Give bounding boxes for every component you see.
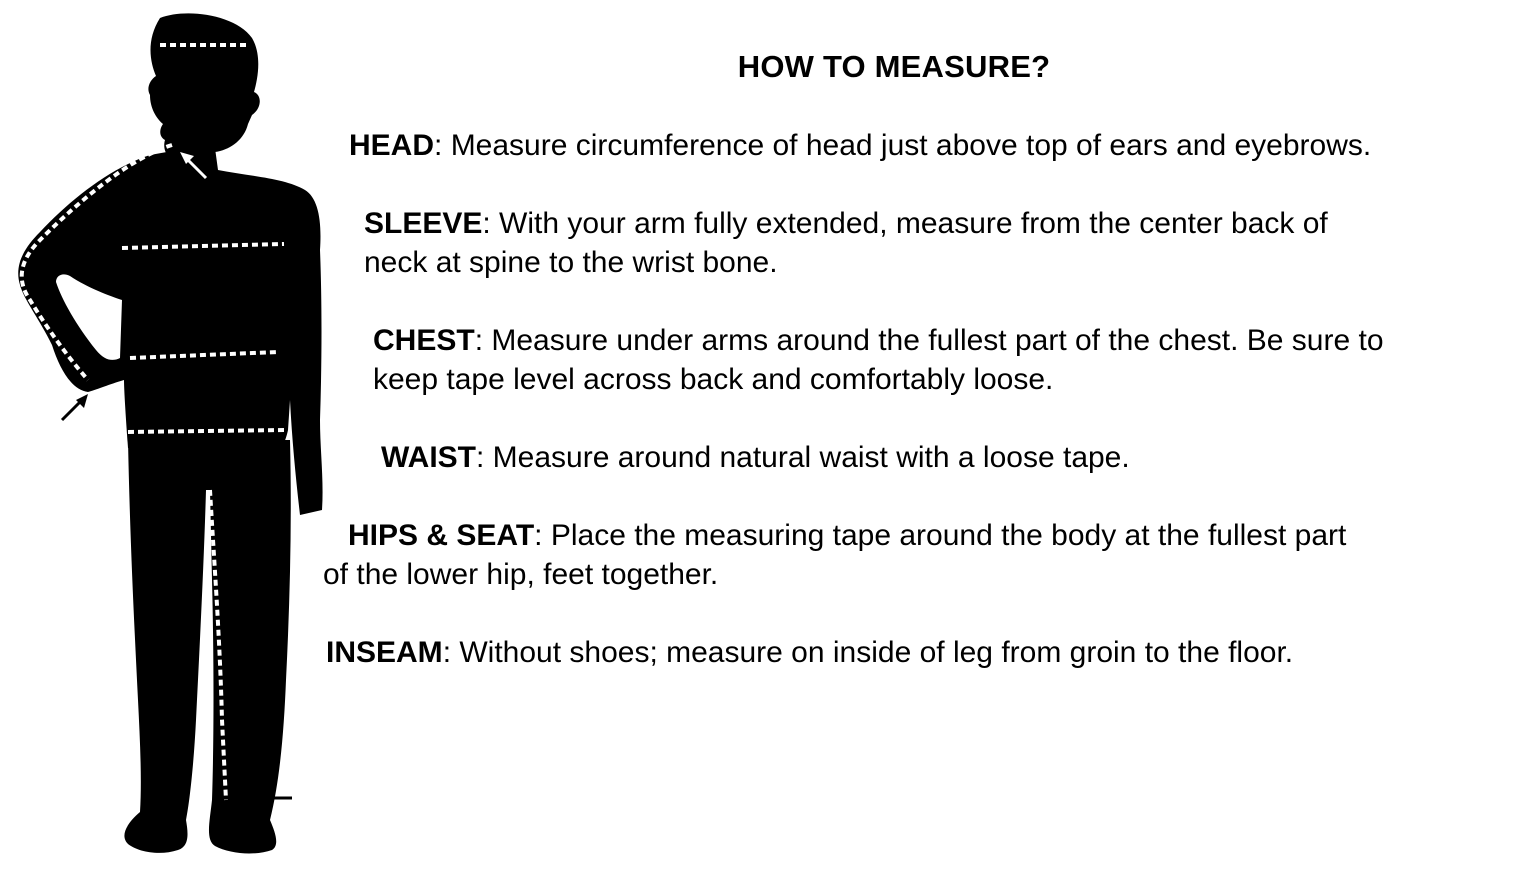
entry-label: HIPS & SEAT (348, 519, 535, 552)
entry-text: Measure around natural waist with a loose tape. (492, 441, 1130, 474)
entry-waist: WAIST: Measure around natural waist with a loose tape. (381, 441, 1130, 474)
entry-chest: CHEST: Measure under arms around the fullest part of the chest. Be sure to keep tape level across back and comfortably loose. (373, 324, 1384, 396)
body-silhouette-icon (0, 0, 340, 874)
entry-text: of the lower hip, feet together. (323, 558, 719, 591)
entry-head: HEAD: Measure circumference of head just above top of ears and eyebrows. (349, 129, 1372, 162)
entry-hips: HIPS & SEAT: Place the measuring tape around the body at the fullest part of the lower hip, feet together. (323, 519, 1347, 591)
entry-inseam: INSEAM: Without shoes; measure on inside of leg from groin to the floor. (326, 636, 1294, 669)
head-shape (148, 13, 259, 172)
entry-text: neck at spine to the wrist bone. (364, 246, 778, 279)
entry-label: CHEST (373, 324, 475, 357)
entry-text: Place the measuring tape around the body at the fullest part (550, 519, 1347, 552)
legs-shape (124, 440, 290, 853)
entry-sleeve: SLEEVE: With your arm fully extended, measure from the center back of neck at spine to the wrist bone. (364, 207, 1328, 279)
entry-text: Without shoes; measure on inside of leg from groin to the floor. (459, 636, 1294, 669)
page-title: HOW TO MEASURE? (737, 49, 1051, 84)
entry-label: HEAD (349, 129, 435, 162)
entry-text: Measure under arms around the fullest part of the chest. Be sure to (491, 324, 1384, 357)
entry-label: SLEEVE (364, 207, 483, 240)
entry-label: INSEAM (326, 636, 443, 669)
entry-text: Measure circumference of head just above top of ears and eyebrows. (450, 129, 1372, 162)
entry-text: keep tape level across back and comfortably loose. (373, 363, 1054, 396)
entry-label: WAIST (381, 441, 476, 474)
body-silhouette (0, 0, 340, 874)
entry-text: With your arm fully extended, measure from the center back of (499, 207, 1328, 240)
